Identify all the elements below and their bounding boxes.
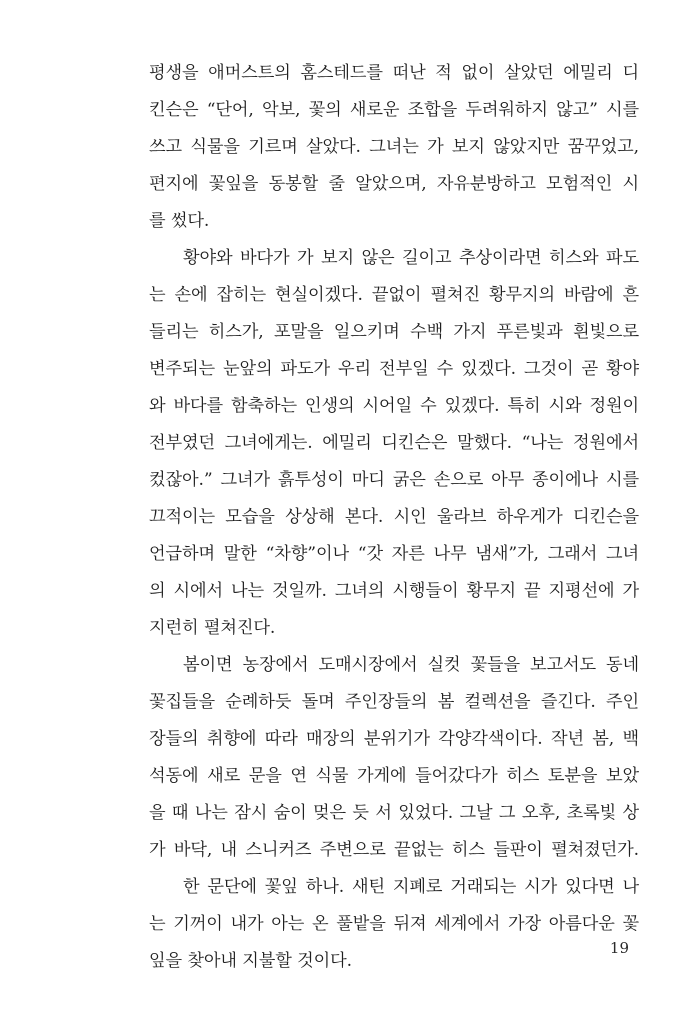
paragraph-2-line-2: 는 손에 잡히는 현실이겠다. 끝없이 펼쳐진 황무지의 바람에 흔	[149, 285, 639, 305]
paragraph-1-line-3: 쓰고 식물을 기르며 살았다. 그녀는 가 보지 않았지만 꿈꾸었고,	[149, 137, 639, 157]
paragraph-2-line-5: 와 바다를 함축하는 인생의 시어일 수 있겠다. 특히 시와 정원이	[149, 396, 639, 416]
paragraph-1-line-2: 킨슨은 “단어, 악보, 꽃의 새로운 조합을 두려워하지 않고” 시를	[149, 100, 639, 120]
paragraph-2-line-4: 변주되는 눈앞의 파도가 우리 전부일 수 있겠다. 그것이 곧 황야	[149, 359, 639, 379]
paragraph-2-line-3: 들리는 히스가, 포말을 일으키며 수백 가지 푸른빛과 흰빛으로	[149, 322, 639, 342]
paragraph-3-line-5: 을 때 나는 잠시 숨이 멎은 듯 서 있었다. 그날 그 오후, 초록빛 상	[149, 803, 639, 823]
paragraph-3-line-6: 가 바닥, 내 스니커즈 주변으로 끝없는 히스 들판이 펼쳐졌던가.	[149, 840, 639, 860]
paragraph-4-line-2: 는 기꺼이 내가 아는 온 풀밭을 뒤져 세계에서 가장 아름다운 꽃	[149, 914, 639, 934]
paragraph-2-line-7: 컸잖아.” 그녀가 흙투성이 마디 굵은 손으로 아무 종이에나 시를	[149, 470, 639, 490]
paragraph-4-line-3: 잎을 찾아내 지불할 것이다.	[149, 951, 352, 971]
paragraph-1-line-5: 를 썼다.	[149, 211, 210, 231]
paragraph-2-line-10: 의 시에서 나는 것일까. 그녀의 시행들이 황무지 끝 지평선에 가	[149, 581, 639, 601]
paragraph-4-line-1: 한 문단에 꽃잎 하나. 새틴 지폐로 거래되는 시가 있다면 나	[183, 877, 639, 897]
page-number: 19	[609, 939, 629, 957]
paragraph-3-line-3: 장들의 취향에 따라 매장의 분위기가 각양각색이다. 작년 봄, 백	[149, 729, 639, 749]
paragraph-2-line-8: 끄적이는 모습을 상상해 본다. 시인 울라브 하우게가 디킨슨을	[149, 507, 639, 527]
paragraph-2-line-9: 언급하며 말한 “차향”이나 “갓 자른 나무 냄새”가, 그래서 그녀	[149, 544, 639, 564]
paragraph-3-line-2: 꽃집들을 순례하듯 돌며 주인장들의 봄 컬렉션을 즐긴다. 주인	[149, 692, 639, 712]
paragraph-3-line-4: 석동에 새로 문을 연 식물 가게에 들어갔다가 히스 토분을 보았	[149, 766, 639, 786]
paragraph-1-line-1: 평생을 애머스트의 홈스테드를 떠난 적 없이 살았던 에밀리 디	[149, 63, 639, 83]
paragraph-2-line-11: 지런히 펼쳐진다.	[149, 618, 276, 638]
paragraph-1-line-4: 편지에 꽃잎을 동봉할 줄 알았으며, 자유분방하고 모험적인 시	[149, 174, 639, 194]
paragraph-2-line-6: 전부였던 그녀에게는. 에밀리 디킨슨은 말했다. “나는 정원에서	[149, 433, 639, 453]
paragraph-2-line-1: 황야와 바다가 가 보지 않은 길이고 추상이라면 히스와 파도	[183, 248, 639, 268]
body-text	[149, 55, 639, 980]
paragraph-3-line-1: 봄이면 농장에서 도매시장에서 실컷 꽃들을 보고서도 동네	[183, 655, 639, 675]
